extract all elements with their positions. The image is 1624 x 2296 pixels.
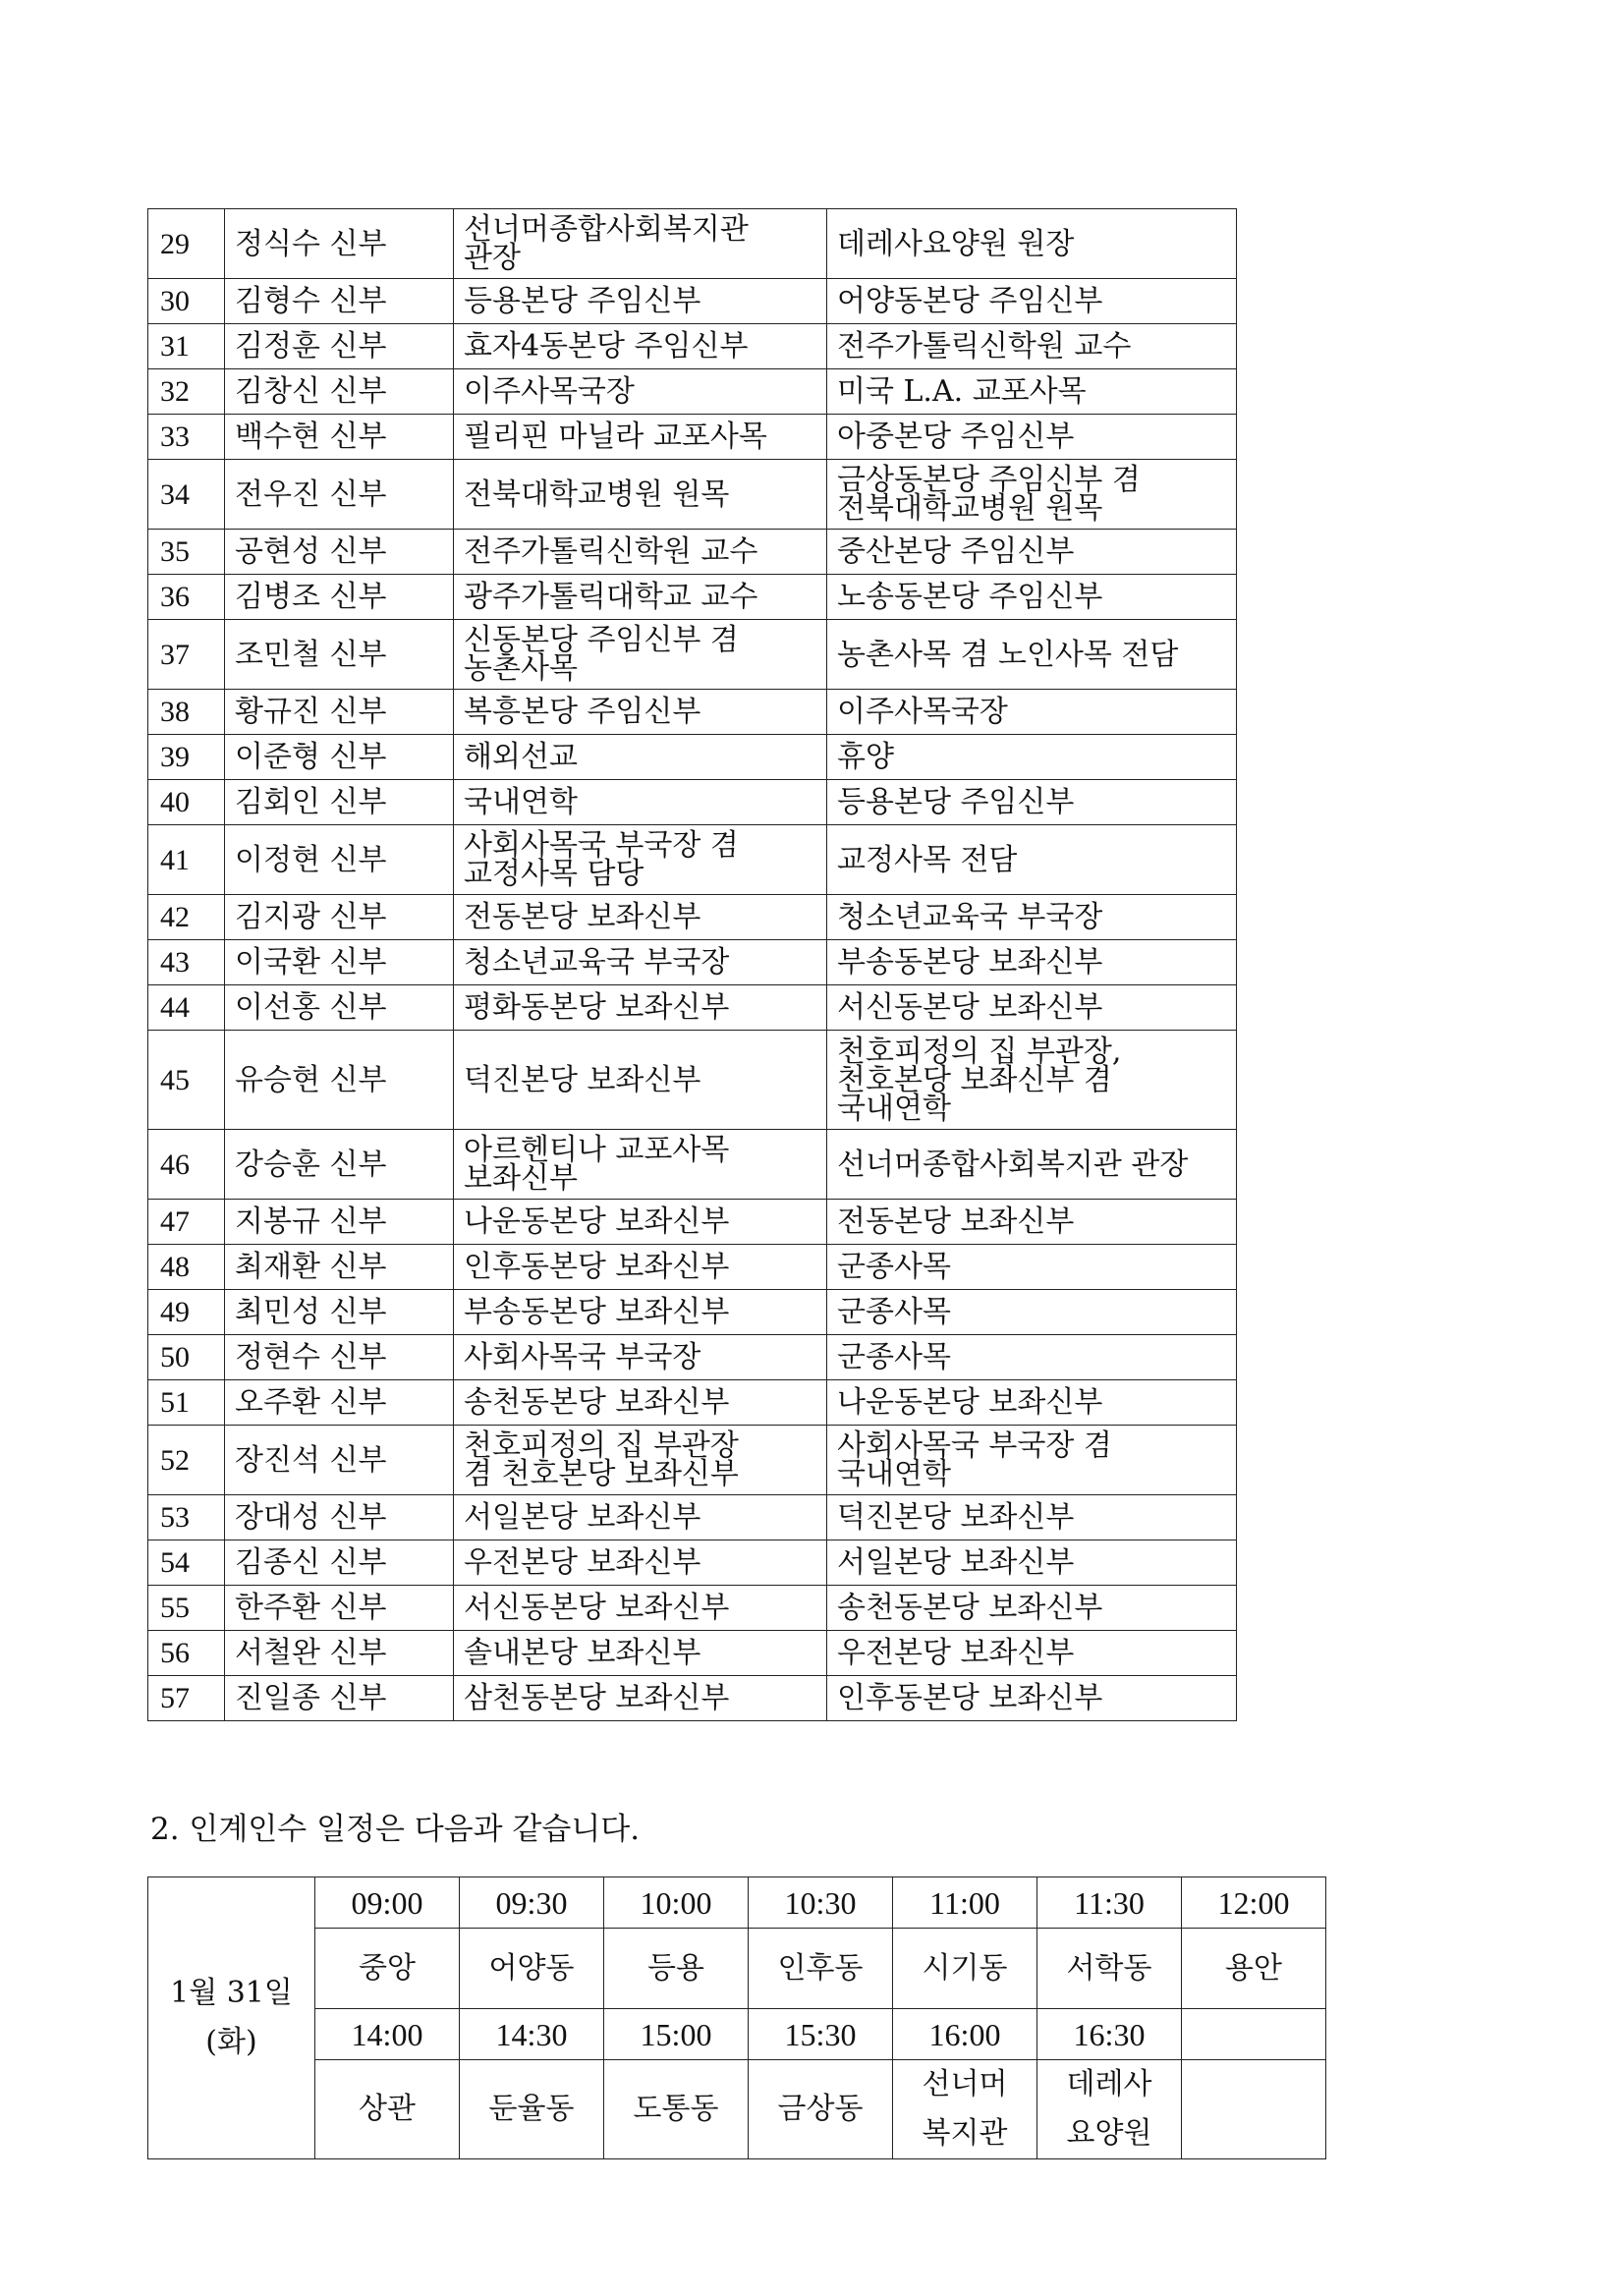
personnel-row [148,1335,1237,1380]
personnel-new-post-cell: 우전본당 보좌신부 [827,1631,1237,1676]
personnel-previous-post-cell: 천호피정의 집 부관장 겸 천호본당 보좌신부 [454,1426,827,1495]
schedule-time-cell: 11:30 [1037,1877,1182,1929]
personnel-new-post-cell: 전동본당 보좌신부 [827,1200,1237,1245]
personnel-number-cell: 29 [148,209,225,279]
personnel-previous-post-cell: 해외선교 [454,735,827,780]
personnel-name-cell: 김병조 신부 [225,575,454,620]
personnel-previous-post-cell: 등용본당 주임신부 [454,279,827,324]
personnel-row [148,415,1237,460]
personnel-row [148,1245,1237,1290]
section-heading-schedule: 2. 인계인수 일정은 다음과 같습니다. [150,1812,641,1847]
personnel-name-cell: 전우진 신부 [225,460,454,530]
schedule-time-cell: 16:00 [893,2009,1037,2060]
personnel-previous-post-cell: 덕진본당 보좌신부 [454,1031,827,1130]
schedule-date-cell: 1월 31일 (화) [148,1877,315,2159]
personnel-previous-post-cell: 청소년교육국 부국장 [454,940,827,985]
schedule-place-cell: 선너머 복지관 [893,2060,1037,2159]
personnel-new-post-cell: 천호피정의 집 부관장, 천호본당 보좌신부 겸 국내연학 [827,1031,1237,1130]
personnel-number-cell: 57 [148,1676,225,1721]
personnel-previous-post-cell: 전주가톨릭신학원 교수 [454,530,827,575]
personnel-new-post-cell: 서신동본당 보좌신부 [827,985,1237,1031]
schedule-place-cell: 용안 [1182,1929,1326,2009]
personnel-number-cell: 33 [148,415,225,460]
personnel-row [148,575,1237,620]
schedule-row-afternoon-times [148,2009,1326,2060]
personnel-name-cell: 김종신 신부 [225,1540,454,1586]
personnel-new-post-cell: 교정사목 전담 [827,825,1237,895]
personnel-number-cell: 40 [148,780,225,825]
personnel-row [148,279,1237,324]
personnel-previous-post-cell: 아르헨티나 교포사목 보좌신부 [454,1130,827,1200]
personnel-new-post-cell: 아중본당 주임신부 [827,415,1237,460]
personnel-number-cell: 53 [148,1495,225,1540]
personnel-previous-post-cell: 송천동본당 보좌신부 [454,1380,827,1426]
personnel-new-post-cell: 서일본당 보좌신부 [827,1540,1237,1586]
personnel-number-cell: 47 [148,1200,225,1245]
schedule-place-cell: 금상동 [749,2060,893,2159]
personnel-previous-post-cell: 나운동본당 보좌신부 [454,1200,827,1245]
personnel-row [148,1495,1237,1540]
personnel-previous-post-cell: 우전본당 보좌신부 [454,1540,827,1586]
personnel-name-cell: 김창신 신부 [225,369,454,415]
personnel-new-post-cell: 데레사요양원 원장 [827,209,1237,279]
schedule-time-cell: 15:00 [604,2009,749,2060]
personnel-row [148,1426,1237,1495]
personnel-number-cell: 39 [148,735,225,780]
personnel-number-cell: 54 [148,1540,225,1586]
personnel-previous-post-cell: 서신동본당 보좌신부 [454,1586,827,1631]
personnel-number-cell: 48 [148,1245,225,1290]
schedule-place-cell: 둔율동 [460,2060,604,2159]
personnel-previous-post-cell: 필리핀 마닐라 교포사목 [454,415,827,460]
schedule-place-cell: 어양동 [460,1929,604,2009]
personnel-new-post-cell: 노송동본당 주임신부 [827,575,1237,620]
personnel-number-cell: 31 [148,324,225,369]
personnel-previous-post-cell: 광주가톨릭대학교 교수 [454,575,827,620]
schedule-time-cell: 16:30 [1037,2009,1182,2060]
personnel-row [148,895,1237,940]
personnel-row [148,985,1237,1031]
schedule-time-cell: 15:30 [749,2009,893,2060]
personnel-name-cell: 황규진 신부 [225,690,454,735]
schedule-time-cell: 10:00 [604,1877,749,1929]
personnel-name-cell: 정현수 신부 [225,1335,454,1380]
personnel-new-post-cell: 송천동본당 보좌신부 [827,1586,1237,1631]
personnel-new-post-cell: 중산본당 주임신부 [827,530,1237,575]
personnel-row [148,209,1237,279]
personnel-name-cell: 조민철 신부 [225,620,454,690]
schedule-place-cell [1182,2060,1326,2159]
schedule-place-cell: 도통동 [604,2060,749,2159]
schedule-time-cell: 12:00 [1182,1877,1326,1929]
personnel-new-post-cell: 사회사목국 부국장 겸 국내연학 [827,1426,1237,1495]
schedule-place-cell: 인후동 [749,1929,893,2009]
personnel-previous-post-cell: 복흥본당 주임신부 [454,690,827,735]
personnel-row [148,1290,1237,1335]
schedule-place-cell: 데레사 요양원 [1037,2060,1182,2159]
schedule-place-cell: 중앙 [315,1929,460,2009]
personnel-previous-post-cell: 서일본당 보좌신부 [454,1495,827,1540]
personnel-row [148,940,1237,985]
personnel-new-post-cell: 덕진본당 보좌신부 [827,1495,1237,1540]
personnel-name-cell: 이선홍 신부 [225,985,454,1031]
personnel-number-cell: 37 [148,620,225,690]
personnel-new-post-cell: 군종사목 [827,1245,1237,1290]
personnel-new-post-cell: 휴양 [827,735,1237,780]
personnel-name-cell: 김지광 신부 [225,895,454,940]
schedule-time-cell: 14:00 [315,2009,460,2060]
personnel-previous-post-cell: 인후동본당 보좌신부 [454,1245,827,1290]
personnel-name-cell: 오주환 신부 [225,1380,454,1426]
personnel-name-cell: 지봉규 신부 [225,1200,454,1245]
personnel-previous-post-cell: 신동본당 주임신부 겸 농촌사목 [454,620,827,690]
personnel-previous-post-cell: 효자4동본당 주임신부 [454,324,827,369]
personnel-previous-post-cell: 사회사목국 부국장 겸 교정사목 담당 [454,825,827,895]
personnel-previous-post-cell: 평화동본당 보좌신부 [454,985,827,1031]
personnel-new-post-cell: 군종사목 [827,1290,1237,1335]
personnel-new-post-cell: 선너머종합사회복지관 관장 [827,1130,1237,1200]
personnel-new-post-cell: 전주가톨릭신학원 교수 [827,324,1237,369]
personnel-name-cell: 이준형 신부 [225,735,454,780]
personnel-row [148,780,1237,825]
schedule-time-cell: 09:00 [315,1877,460,1929]
personnel-number-cell: 36 [148,575,225,620]
personnel-number-cell: 41 [148,825,225,895]
schedule-time-cell: 10:30 [749,1877,893,1929]
personnel-number-cell: 42 [148,895,225,940]
personnel-number-cell: 34 [148,460,225,530]
personnel-row [148,369,1237,415]
schedule-row-morning-places [148,1929,1326,2009]
personnel-name-cell: 최민성 신부 [225,1290,454,1335]
personnel-number-cell: 43 [148,940,225,985]
personnel-previous-post-cell: 이주사목국장 [454,369,827,415]
schedule-time-cell [1182,2009,1326,2060]
personnel-name-cell: 공현성 신부 [225,530,454,575]
personnel-new-post-cell: 나운동본당 보좌신부 [827,1380,1237,1426]
personnel-number-cell: 45 [148,1031,225,1130]
schedule-row-afternoon-places [148,2060,1326,2159]
personnel-previous-post-cell: 솔내본당 보좌신부 [454,1631,827,1676]
personnel-number-cell: 38 [148,690,225,735]
personnel-table-body [148,209,1237,1721]
personnel-name-cell: 한주환 신부 [225,1586,454,1631]
personnel-name-cell: 장진석 신부 [225,1426,454,1495]
personnel-number-cell: 52 [148,1426,225,1495]
personnel-new-post-cell: 청소년교육국 부국장 [827,895,1237,940]
personnel-new-post-cell: 군종사목 [827,1335,1237,1380]
personnel-name-cell: 최재환 신부 [225,1245,454,1290]
personnel-name-cell: 서철완 신부 [225,1631,454,1676]
personnel-previous-post-cell: 사회사목국 부국장 [454,1335,827,1380]
personnel-new-post-cell: 금상동본당 주임신부 겸 전북대학교병원 원목 [827,460,1237,530]
personnel-row [148,1540,1237,1586]
personnel-row [148,460,1237,530]
personnel-row [148,620,1237,690]
personnel-number-cell: 35 [148,530,225,575]
personnel-row [148,1586,1237,1631]
personnel-new-post-cell: 인후동본당 보좌신부 [827,1676,1237,1721]
personnel-previous-post-cell: 부송동본당 보좌신부 [454,1290,827,1335]
schedule-place-cell: 등용 [604,1929,749,2009]
personnel-name-cell: 장대성 신부 [225,1495,454,1540]
personnel-row [148,735,1237,780]
personnel-new-post-cell: 미국 L.A. 교포사목 [827,369,1237,415]
personnel-name-cell: 김형수 신부 [225,279,454,324]
schedule-place-cell: 시기동 [893,1929,1037,2009]
personnel-previous-post-cell: 국내연학 [454,780,827,825]
personnel-new-post-cell: 농촌사목 겸 노인사목 전담 [827,620,1237,690]
personnel-previous-post-cell: 삼천동본당 보좌신부 [454,1676,827,1721]
personnel-number-cell: 50 [148,1335,225,1380]
personnel-row [148,530,1237,575]
personnel-number-cell: 32 [148,369,225,415]
personnel-previous-post-cell: 전북대학교병원 원목 [454,460,827,530]
personnel-number-cell: 30 [148,279,225,324]
schedule-time-cell: 09:30 [460,1877,604,1929]
personnel-row [148,1200,1237,1245]
personnel-name-cell: 정식수 신부 [225,209,454,279]
personnel-row [148,1130,1237,1200]
schedule-row-morning-times [148,1877,1326,1929]
personnel-row [148,1380,1237,1426]
personnel-number-cell: 49 [148,1290,225,1335]
schedule-table-body [148,1877,1326,2159]
personnel-new-post-cell: 어양동본당 주임신부 [827,279,1237,324]
personnel-name-cell: 유승현 신부 [225,1031,454,1130]
personnel-name-cell: 백수현 신부 [225,415,454,460]
personnel-name-cell: 강승훈 신부 [225,1130,454,1200]
personnel-name-cell: 진일종 신부 [225,1676,454,1721]
personnel-name-cell: 김정훈 신부 [225,324,454,369]
schedule-place-cell: 서학동 [1037,1929,1182,2009]
personnel-number-cell: 51 [148,1380,225,1426]
personnel-row [148,324,1237,369]
personnel-name-cell: 이국환 신부 [225,940,454,985]
personnel-row [148,1031,1237,1130]
personnel-name-cell: 이정현 신부 [225,825,454,895]
personnel-previous-post-cell: 전동본당 보좌신부 [454,895,827,940]
personnel-name-cell: 김회인 신부 [225,780,454,825]
personnel-new-post-cell: 등용본당 주임신부 [827,780,1237,825]
personnel-number-cell: 56 [148,1631,225,1676]
schedule-time-cell: 14:30 [460,2009,604,2060]
personnel-number-cell: 46 [148,1130,225,1200]
personnel-row [148,825,1237,895]
personnel-number-cell: 55 [148,1586,225,1631]
personnel-new-post-cell: 이주사목국장 [827,690,1237,735]
schedule-time-cell: 11:00 [893,1877,1037,1929]
handover-schedule-table [147,1876,1326,2159]
personnel-new-post-cell: 부송동본당 보좌신부 [827,940,1237,985]
personnel-row [148,1631,1237,1676]
personnel-previous-post-cell: 선너머종합사회복지관 관장 [454,209,827,279]
personnel-row [148,1676,1237,1721]
personnel-transfer-table [147,208,1237,1721]
personnel-number-cell: 44 [148,985,225,1031]
personnel-row [148,690,1237,735]
schedule-place-cell: 상관 [315,2060,460,2159]
